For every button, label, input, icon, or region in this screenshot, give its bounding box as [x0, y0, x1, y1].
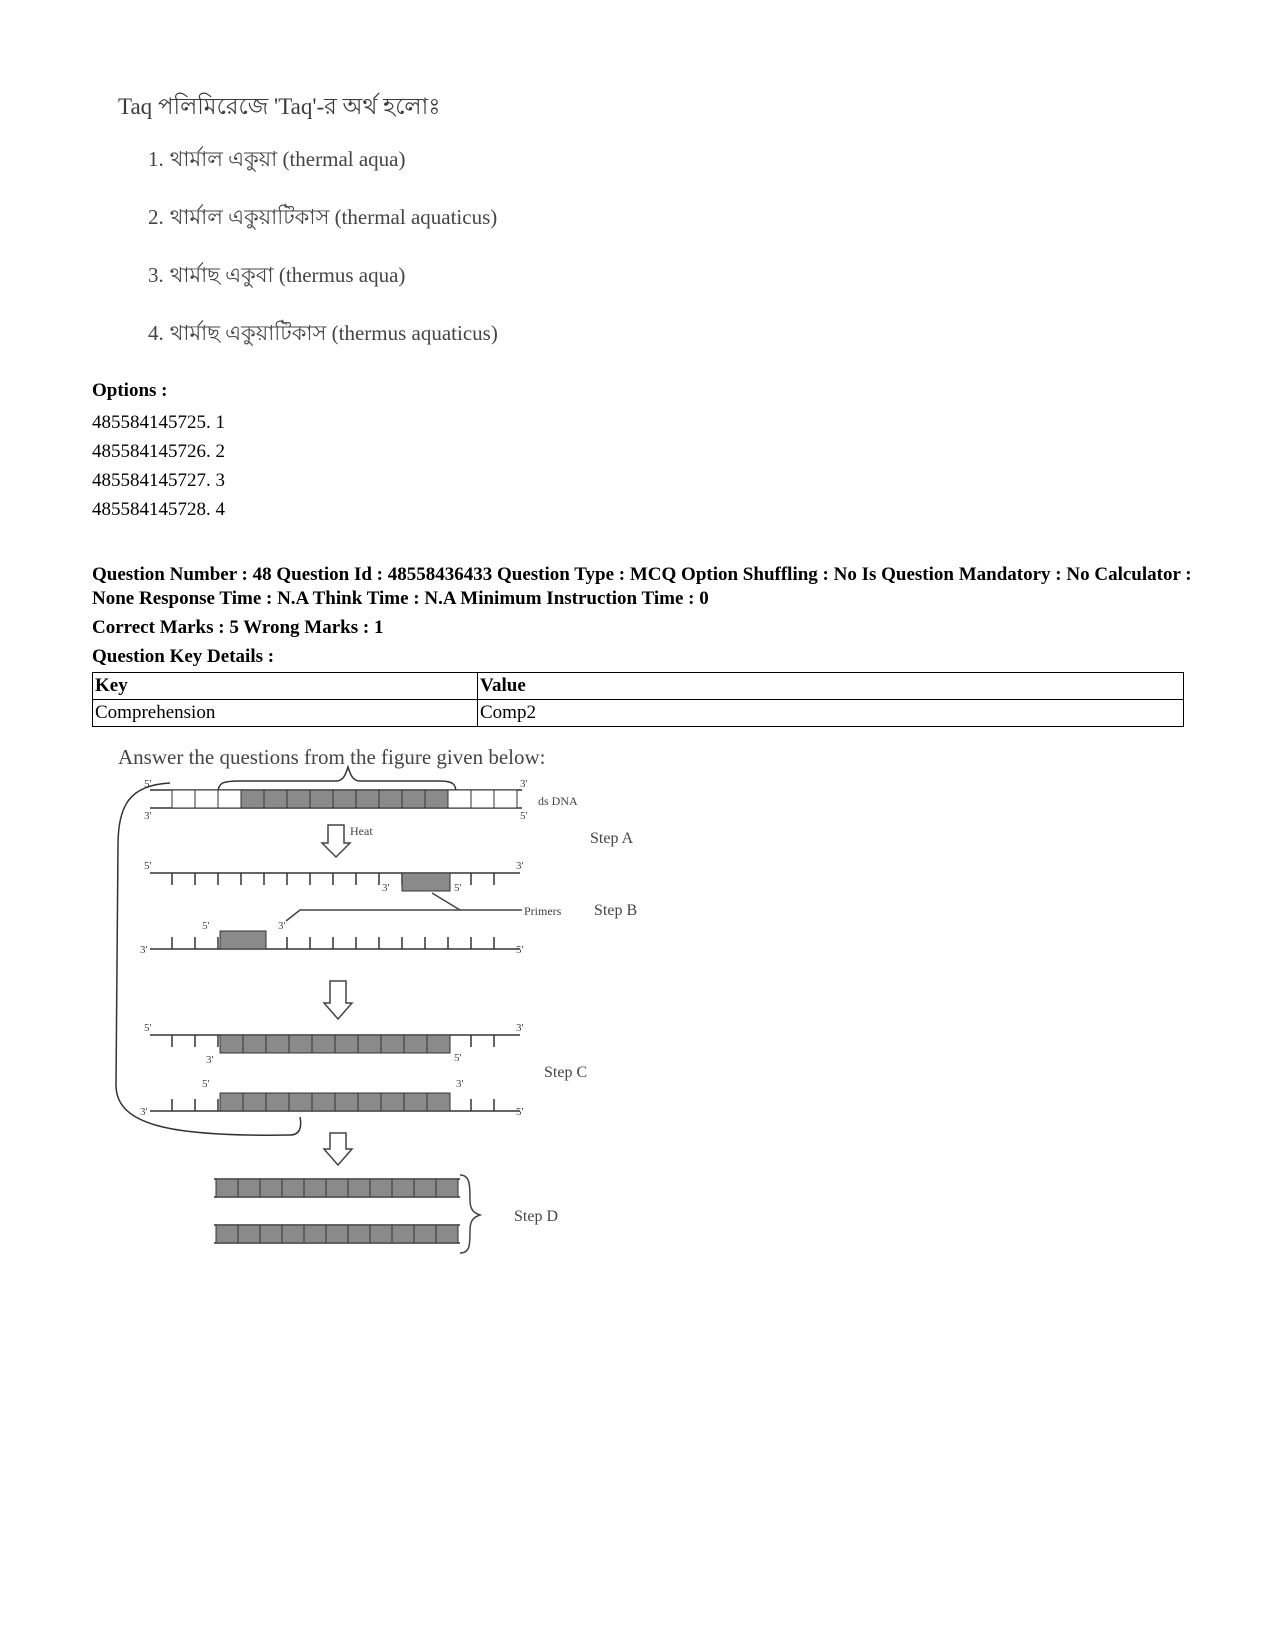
product-box — [436, 1179, 458, 1197]
three-prime-label: 3' — [382, 882, 390, 894]
product-box — [216, 1225, 238, 1243]
product-box — [427, 1035, 450, 1053]
three-prime-label: 3' — [516, 1022, 524, 1034]
product-box — [335, 1035, 358, 1053]
base-box — [471, 790, 494, 808]
table-header-value: Value — [478, 673, 1184, 700]
key-details-table — [92, 672, 1184, 727]
five-prime-label: 5' — [516, 1106, 524, 1118]
target-box — [425, 790, 448, 808]
target-box — [241, 790, 264, 808]
product-box — [266, 1035, 289, 1053]
three-prime-label: 3' — [206, 1054, 214, 1066]
step-a-label: Step A — [590, 830, 634, 847]
target-box — [264, 790, 287, 808]
question-choice: 3. থার্মাছ একুবা (thermus aqua) — [148, 263, 406, 287]
five-prime-label: 5' — [454, 1052, 462, 1064]
product-box — [243, 1035, 266, 1053]
product-box — [282, 1179, 304, 1197]
question-title: Taq পলিমিরেজে 'Taq'-র অর্থ হলোঃ — [118, 94, 441, 119]
options-list — [92, 408, 225, 524]
base-box — [172, 790, 195, 808]
base-box — [494, 790, 517, 808]
three-prime-label: 3' — [140, 1106, 148, 1118]
target-box — [333, 790, 356, 808]
product-box — [326, 1179, 348, 1197]
product-box — [381, 1093, 404, 1111]
base-box — [195, 790, 218, 808]
five-prime-label: 5' — [520, 810, 528, 822]
product-box — [289, 1035, 312, 1053]
product-box — [436, 1225, 458, 1243]
product-box — [260, 1179, 282, 1197]
product-box — [326, 1225, 348, 1243]
table-cell: Comp2 — [478, 700, 1184, 727]
product-box — [392, 1179, 414, 1197]
product-box — [238, 1225, 260, 1243]
table-header-key: Key — [93, 673, 478, 700]
three-prime-label: 3' — [520, 778, 528, 790]
five-prime-label: 5' — [144, 860, 152, 872]
options-label: Options : — [92, 380, 168, 401]
heat-label: Heat — [350, 824, 373, 838]
product-box — [238, 1179, 260, 1197]
target-box — [402, 790, 425, 808]
product-box — [358, 1035, 381, 1053]
primer-box — [402, 873, 450, 891]
figure-title: Answer the questions from the figure given below: — [118, 745, 546, 769]
three-prime-label: 3' — [516, 860, 524, 872]
product-box — [289, 1093, 312, 1111]
step-b-label: Step B — [594, 902, 638, 919]
question-choice: 4. থার্মাছ একুয়াটিকাস (thermus aquaticus) — [148, 321, 498, 345]
marks-line: Correct Marks : 5 Wrong Marks : 1 — [92, 617, 384, 638]
five-prime-label: 5' — [144, 1022, 152, 1034]
target-box — [310, 790, 333, 808]
question-meta: Question Number : 48 Question Id : 48558436433 Question Type : MCQ Option Shuffling : No Is Question Mandatory : No Calculator : None Response Time : N.A Think Time : N.A Minimum Instruction Time : 0 — [92, 564, 1192, 609]
key-details-label: Question Key Details : — [92, 646, 275, 667]
table-row — [93, 700, 1184, 727]
option-item: 485584145728. 4 — [92, 499, 225, 520]
product-box — [370, 1225, 392, 1243]
primers-label: Primers — [524, 904, 562, 918]
five-prime-label: 5' — [144, 778, 152, 790]
product-box — [220, 1093, 243, 1111]
product-box — [216, 1179, 238, 1197]
primer-box — [220, 931, 266, 949]
step-c-label: Step C — [544, 1064, 588, 1081]
five-prime-label: 5' — [202, 920, 210, 932]
product-box — [243, 1093, 266, 1111]
product-box — [404, 1093, 427, 1111]
product-box — [312, 1093, 335, 1111]
base-box — [448, 790, 471, 808]
product-box — [282, 1225, 304, 1243]
product-box — [312, 1035, 335, 1053]
option-item: 485584145727. 3 — [92, 470, 225, 491]
three-prime-label: 3' — [140, 944, 148, 956]
product-box — [260, 1225, 282, 1243]
product-box — [414, 1225, 436, 1243]
table-cell: Comprehension — [93, 700, 478, 727]
pcr-figure — [110, 745, 690, 1315]
product-box — [220, 1035, 243, 1053]
three-prime-label: 3' — [144, 810, 152, 822]
product-box — [381, 1035, 404, 1053]
product-box — [304, 1179, 326, 1197]
three-prime-label: 3' — [278, 920, 286, 932]
product-box — [358, 1093, 381, 1111]
question-choice-list — [148, 145, 498, 377]
step-d-label: Step D — [514, 1208, 558, 1225]
five-prime-label: 5' — [516, 944, 524, 956]
target-box — [287, 790, 310, 808]
question-image — [110, 80, 570, 355]
table-header-row — [93, 673, 1184, 700]
product-box — [335, 1093, 358, 1111]
five-prime-label: 5' — [202, 1078, 210, 1090]
product-box — [348, 1179, 370, 1197]
product-box — [414, 1179, 436, 1197]
option-item: 485584145725. 1 — [92, 412, 225, 433]
product-box — [392, 1225, 414, 1243]
product-box — [404, 1035, 427, 1053]
base-box — [218, 790, 241, 808]
product-box — [370, 1179, 392, 1197]
product-box — [266, 1093, 289, 1111]
question-choice: 2. থার্মাল একুয়াটিকাস (thermal aquaticus) — [148, 205, 498, 229]
ds-dna-label: ds DNA — [538, 794, 578, 808]
question-choice: 1. থার্মাল একুয়া (thermal aqua) — [148, 147, 406, 171]
product-box — [427, 1093, 450, 1111]
product-box — [304, 1225, 326, 1243]
five-prime-label: 5' — [454, 882, 462, 894]
product-box — [348, 1225, 370, 1243]
three-prime-label: 3' — [456, 1078, 464, 1090]
target-box — [379, 790, 402, 808]
option-item: 485584145726. 2 — [92, 441, 225, 462]
target-box — [356, 790, 379, 808]
pcr-diagram — [110, 745, 690, 1315]
